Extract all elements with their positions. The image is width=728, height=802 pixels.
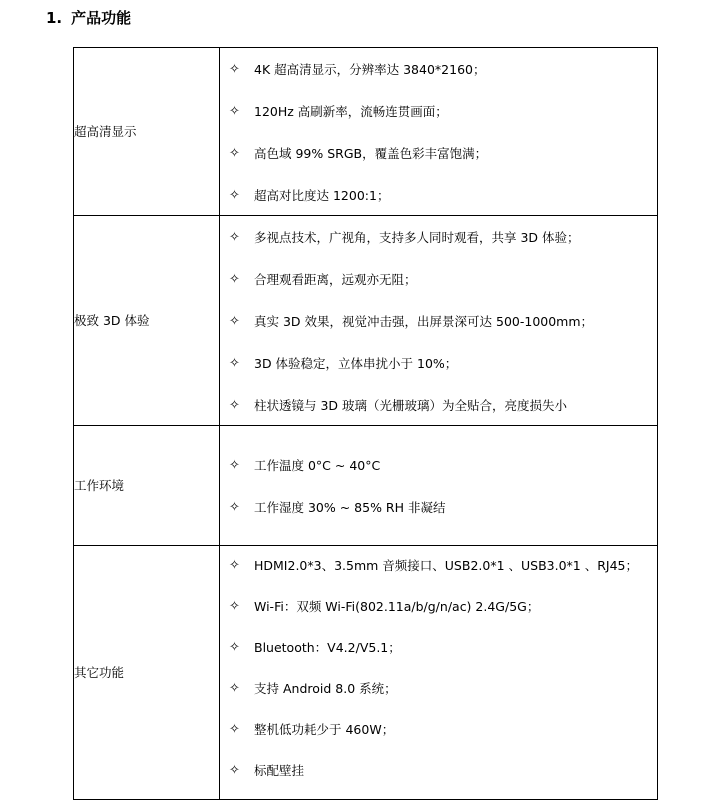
feature-text: 4K 超高清显示，分辨率达 3840*2160； bbox=[254, 62, 486, 77]
feature-item bbox=[220, 62, 657, 78]
feature-cell bbox=[220, 426, 658, 546]
category-cell: 极致 3D 体验 bbox=[74, 216, 220, 426]
feature-text: 真实 3D 效果，视觉冲击强，出屏景深可达 500-1000mm； bbox=[254, 314, 594, 329]
table-row bbox=[74, 216, 658, 426]
feature-item bbox=[220, 500, 657, 516]
diamond-bullet-icon: ✧ bbox=[229, 763, 240, 778]
feature-item bbox=[220, 230, 657, 246]
feature-item bbox=[220, 681, 657, 697]
feature-item bbox=[220, 188, 657, 204]
feature-item bbox=[220, 314, 657, 330]
feature-text: 高色域 99% SRGB，覆盖色彩丰富饱满； bbox=[254, 146, 488, 161]
feature-text: 多视点技术，广视角，支持多人同时观看，共享 3D 体验； bbox=[254, 230, 580, 245]
feature-item bbox=[220, 356, 657, 372]
feature-item bbox=[220, 722, 657, 738]
feature-text: 120Hz 高刷新率，流畅连贯画面； bbox=[254, 104, 448, 119]
diamond-bullet-icon: ✧ bbox=[229, 104, 240, 119]
diamond-bullet-icon: ✧ bbox=[229, 599, 240, 614]
diamond-bullet-icon: ✧ bbox=[229, 356, 240, 371]
table-row bbox=[74, 546, 658, 800]
diamond-bullet-icon: ✧ bbox=[229, 722, 240, 737]
diamond-bullet-icon: ✧ bbox=[229, 558, 240, 573]
feature-item bbox=[220, 640, 657, 656]
diamond-bullet-icon: ✧ bbox=[229, 272, 240, 287]
feature-list bbox=[220, 558, 657, 779]
feature-item bbox=[220, 146, 657, 162]
feature-text: 支持 Android 8.0 系统； bbox=[254, 681, 397, 696]
table-row bbox=[74, 48, 658, 216]
feature-item bbox=[220, 398, 657, 414]
feature-cell bbox=[220, 48, 658, 216]
diamond-bullet-icon: ✧ bbox=[229, 230, 240, 245]
diamond-bullet-icon: ✧ bbox=[229, 146, 240, 161]
feature-item bbox=[220, 763, 657, 779]
feature-list bbox=[220, 458, 657, 516]
feature-cell bbox=[220, 216, 658, 426]
feature-item bbox=[220, 558, 657, 574]
diamond-bullet-icon: ✧ bbox=[229, 188, 240, 203]
category-cell: 其它功能 bbox=[74, 546, 220, 800]
feature-text: 3D 体验稳定，立体串扰小于 10%； bbox=[254, 356, 458, 371]
diamond-bullet-icon: ✧ bbox=[229, 500, 240, 515]
diamond-bullet-icon: ✧ bbox=[229, 458, 240, 473]
category-cell: 超高清显示 bbox=[74, 48, 220, 216]
feature-item bbox=[220, 272, 657, 288]
feature-item bbox=[220, 104, 657, 120]
feature-text: 工作温度 0°C ~ 40°C bbox=[254, 458, 381, 473]
feature-text: 超高对比度达 1200:1； bbox=[254, 188, 390, 203]
category-cell: 工作环境 bbox=[74, 426, 220, 546]
diamond-bullet-icon: ✧ bbox=[229, 681, 240, 696]
feature-text: 整机低功耗少于 460W； bbox=[254, 722, 395, 737]
feature-text: Bluetooth：V4.2/V5.1； bbox=[254, 640, 401, 655]
section-title: 产品功能 bbox=[71, 9, 132, 27]
feature-cell bbox=[220, 546, 658, 800]
feature-list bbox=[220, 62, 657, 204]
feature-text: 工作湿度 30% ~ 85% RH 非凝结 bbox=[254, 500, 446, 515]
section-number: 1. bbox=[46, 9, 63, 27]
diamond-bullet-icon: ✧ bbox=[229, 62, 240, 77]
feature-list bbox=[220, 230, 657, 414]
feature-text: HDMI2.0*3、3.5mm 音频接口、USB2.0*1 、USB3.0*1 、RJ45； bbox=[254, 558, 638, 573]
section-heading bbox=[46, 8, 131, 28]
feature-text: 标配壁挂 bbox=[254, 763, 305, 778]
feature-text: 柱状透镜与 3D 玻璃（光栅玻璃）为全贴合，亮度损失小 bbox=[254, 398, 568, 413]
diamond-bullet-icon: ✧ bbox=[229, 314, 240, 329]
diamond-bullet-icon: ✧ bbox=[229, 398, 240, 413]
table-row bbox=[74, 426, 658, 546]
feature-item bbox=[220, 599, 657, 615]
diamond-bullet-icon: ✧ bbox=[229, 640, 240, 655]
feature-table bbox=[73, 47, 658, 800]
feature-text: Wi-Fi：双频 Wi-Fi(802.11a/b/g/n/ac) 2.4G/5G； bbox=[254, 599, 540, 614]
feature-item bbox=[220, 458, 657, 474]
feature-text: 合理观看距离，远观亦无阻； bbox=[254, 272, 417, 287]
